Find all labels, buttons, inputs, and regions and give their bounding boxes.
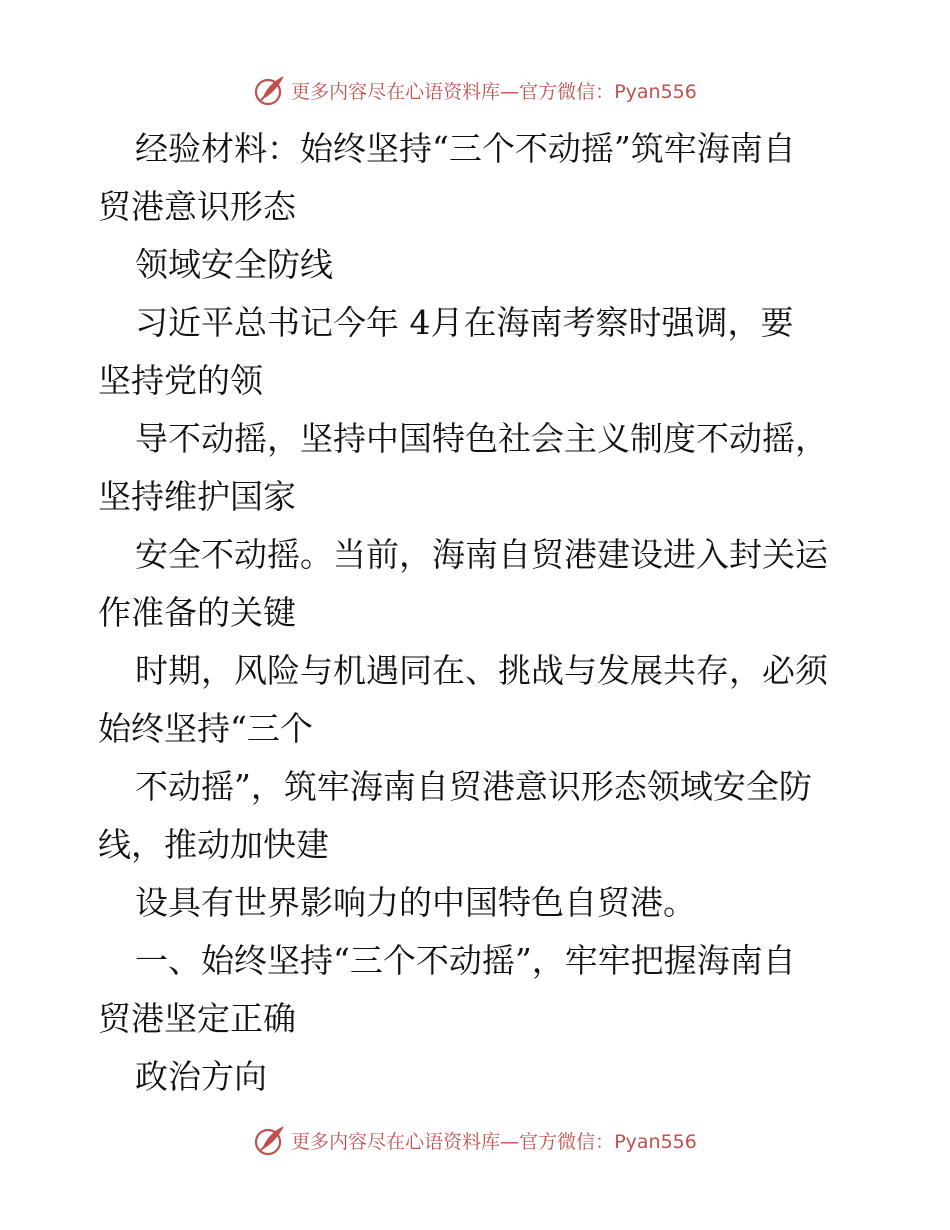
paragraph: 时期，风险与机遇同在、挑战与发展共存，必须 始终坚持“三个 [98,651,828,748]
watermark-text: 更多内容尽在心语资料库—官方微信：Pyan556 [291,80,697,103]
feather-pen-logo-icon [253,1123,287,1157]
feather-pen-logo-icon [253,73,287,107]
document-body [98,120,858,1106]
paragraph: 经验材料：始终坚持“三个不动摇”筑牢海南自 贸港意识形态 [98,129,796,226]
paragraph: 导不动摇，坚持中国特色社会主义制度不动摇， 坚持维护国家 [98,419,828,516]
paragraph: 安全不动摇。当前，海南自贸港建设进入封关运 作准备的关键 [98,535,828,632]
paragraph: 习近平总书记今年 4月在海南考察时强调，要 坚持党的领 [98,303,794,400]
header-watermark [0,70,950,110]
paragraph: 政治方向 [135,1057,267,1096]
watermark-text: 更多内容尽在心语资料库—官方微信：Pyan556 [291,1130,697,1153]
paragraph: 设具有世界影响力的中国特色自贸港。 [135,883,696,922]
paragraph: 领域安全防线 [135,245,333,284]
paragraph: 不动摇”，筑牢海南自贸港意识形态领域安全防 线，推动加快建 [98,767,812,864]
section-heading: 一、始终坚持“三个不动摇”，牢牢把握海南自 贸港坚定正确 [98,941,796,1038]
footer-watermark [0,1120,950,1160]
